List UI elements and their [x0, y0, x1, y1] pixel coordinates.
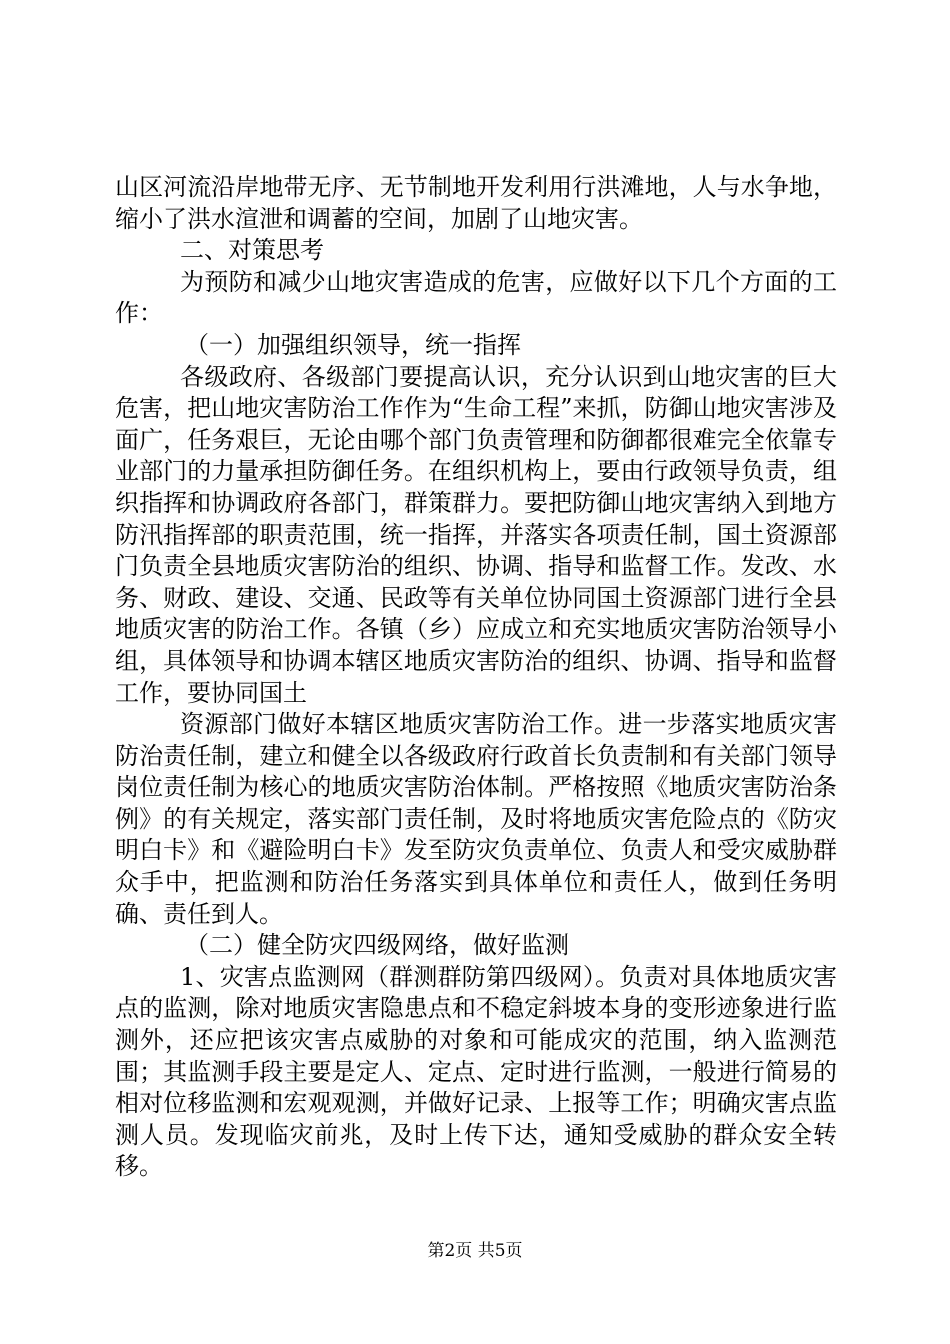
paragraph-organization: 各级政府、各级部门要提高认识，充分认识到山地灾害的巨大危害，把山地灾害防治工作作为“生命工程”来抓，防御山地灾害涉及面广，任务艰巨，无论由哪个部门负责管理和防御都很难完全依靠专业部门的力量承担防御任务。在组织机构上，要由行政领导负责，组织指挥和协调政府各部门，群策群力。要把防御山地灾害纳入到地方防汛指挥部的职责范围，统一指挥，并落实各项责任制，国土资源部门负责全县地质灾害防治的组织、协调、指导和监督工作。发改、水务、财政、建设、交通、民政等有关单位协同国土资源部门进行全县地质灾害的防治工作。各镇（乡）应成立和充实地质灾害防治领导小组，具体领导和协调本辖区地质灾害防治的组织、协调、指导和监督工作，要协同国土	[115, 362, 837, 707]
section-heading: 二、对策思考	[180, 236, 324, 265]
subsection-heading-2: （二）健全防灾四级网络，做好监测	[185, 931, 569, 960]
paragraph-monitoring: 1、灾害点监测网（群测群防第四级网）。负责对具体地质灾害点的监测，除对地质灾害隐患点和不稳定斜坡本身的变形迹象进行监测外，还应把该灾害点威胁的对象和可能成灾的范围，纳入监测范围；其监测手段主要是定人、定点、定时进行监测，一般进行简易的相对位移监测和宏观观测，并做好记录、上报等工作；明确灾害点监测人员。发现临灾前兆，及时上传下达，通知受威胁的群众安全转移。	[115, 962, 837, 1181]
paragraph-responsibility: 资源部门做好本辖区地质灾害防治工作。进一步落实地质灾害防治责任制，建立和健全以各级政府行政首长负责制和有关部门领导岗位责任制为核心的地质灾害防治体制。严格按照《地质灾害防治条例》的有关规定，落实部门责任制，及时将地质灾害危险点的《防灾明白卡》和《避险明白卡》发至防灾负责单位、负责人和受灾威胁群众手中，把监测和防治任务落实到具体单位和责任人，做到任务明确、责任到人。	[115, 710, 837, 928]
subsection-heading-1: （一）加强组织领导，统一指挥	[185, 330, 521, 359]
page-footer	[0, 1240, 950, 1262]
document-body	[115, 172, 837, 1183]
paragraph-continuation: 山区河流沿岸地带无序、无节制地开发利用行洪滩地，人与水争地，缩小了洪水渲泄和调蓄的空间，加剧了山地灾害。	[115, 173, 837, 233]
paragraph-intro: 为预防和减少山地灾害造成的危害，应做好以下几个方面的工作：	[115, 267, 837, 328]
page-number-label: 第2页 共5页	[427, 1241, 523, 1261]
